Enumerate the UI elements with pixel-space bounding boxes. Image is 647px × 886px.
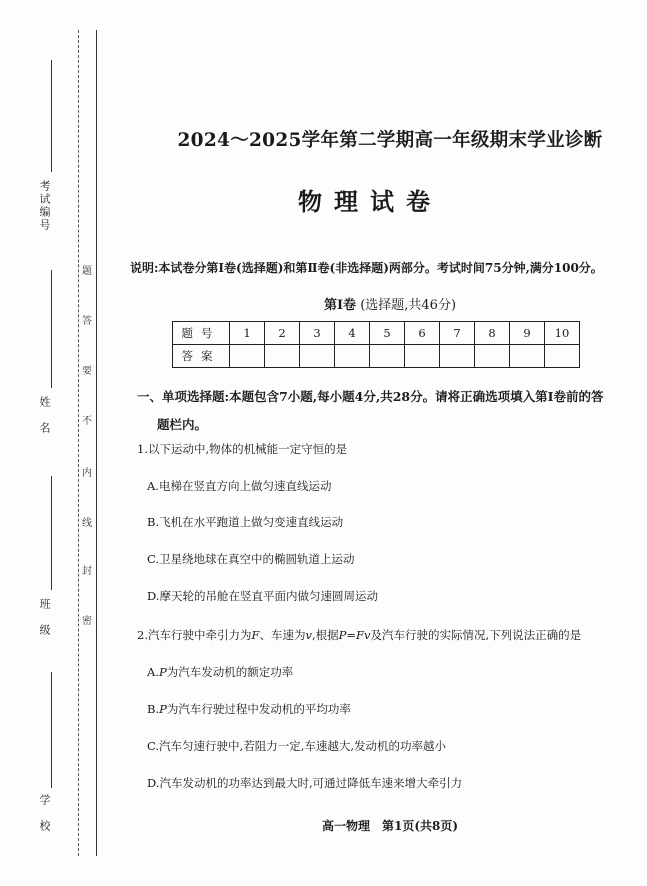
answer-cell[interactable] [335, 345, 370, 368]
volume-title [200, 294, 580, 313]
answer-cell[interactable] [510, 345, 545, 368]
volume-title-main: 第Ⅰ卷 [323, 298, 357, 313]
binding-dashed-line [78, 30, 79, 856]
stem-variable: F [251, 628, 260, 642]
volume-title-note: (选择题,共46分) [360, 298, 457, 313]
question-number-cell: 4 [335, 322, 370, 345]
question-1-option-d: D.摩天轮的吊舱在竖直平面内做匀速圆周运动 [147, 589, 378, 603]
question-2-stem [137, 627, 581, 643]
answer-cell[interactable] [475, 345, 510, 368]
answer-cell[interactable] [300, 345, 335, 368]
question-number-cell: 3 [300, 322, 335, 345]
stem-formula: P=Fv [338, 628, 371, 642]
class-label: 班 级 [38, 598, 51, 637]
seal-char: 内 [82, 468, 92, 479]
name-label: 姓 名 [38, 396, 51, 435]
answer-cell[interactable] [230, 345, 265, 368]
section-heading-line2: 题栏内。 [157, 417, 208, 432]
section-heading-line1: 一、单项选择题:本题包含7小题,每小题4分,共28分。请将正确选项填入第Ⅰ卷前的答 [137, 389, 604, 404]
answer-table [172, 321, 580, 368]
answer-table-answer-row [173, 345, 580, 368]
question-number-cell: 8 [475, 322, 510, 345]
binding-solid-line [96, 30, 97, 856]
option-text: 为汽车发动机的额定功率 [166, 665, 294, 679]
question-1-option-c: C.卫星绕地球在真空中的椭圆轨道上运动 [147, 552, 355, 566]
option-text: 为汽车行驶过程中发动机的平均功率 [166, 702, 351, 716]
name-blank[interactable] [51, 270, 52, 388]
stem-text: ,根据 [311, 628, 339, 642]
stem-text: 及汽车行驶的实际情况,下列说法正确的是 [370, 628, 582, 642]
answer-cell[interactable] [440, 345, 475, 368]
exam-number-blank[interactable] [51, 60, 52, 172]
question-number-cell: 7 [440, 322, 475, 345]
table-row-label: 题号 [173, 322, 230, 345]
question-1-option-a: A.电梯在竖直方向上做匀速直线运动 [147, 479, 332, 493]
seal-char: 线 [82, 518, 92, 529]
question-number-cell: 1 [230, 322, 265, 345]
question-2-option-b [147, 701, 351, 717]
section-heading [137, 383, 625, 439]
seal-char: 不 [82, 416, 92, 427]
answer-cell[interactable] [405, 345, 440, 368]
exam-title: 2024～2025学年第二学期高一年级期末学业诊断 [177, 130, 603, 151]
option-variable: P [159, 702, 167, 716]
seal-char: 密 [82, 616, 92, 627]
question-number-cell: 5 [370, 322, 405, 345]
question-number-cell: 6 [405, 322, 440, 345]
class-blank[interactable] [51, 476, 52, 590]
table-row-label: 答案 [173, 345, 230, 368]
answer-table-number-row [173, 322, 580, 345]
instructions: 说明:本试卷分第Ⅰ卷(选择题)和第Ⅱ卷(非选择题)两部分。考试时间75分钟,满分100分。 [130, 261, 603, 275]
answer-cell[interactable] [370, 345, 405, 368]
subject-title: 物理试卷 [298, 188, 442, 216]
school-blank[interactable] [51, 672, 52, 788]
stem-text: 2.汽车行驶中牵引力为 [137, 628, 252, 642]
question-2-option-d: D.汽车发动机的功率达到最大时,可通过降低车速来增大牵引力 [147, 776, 463, 790]
option-variable: P [158, 665, 167, 679]
question-number-cell: 9 [510, 322, 545, 345]
seal-char: 答 [82, 316, 92, 327]
seal-char: 封 [82, 566, 92, 577]
stem-variable: v [305, 628, 312, 642]
question-number-cell: 10 [545, 322, 580, 345]
seal-char: 题 [82, 266, 92, 277]
page-footer: 高一物理 第1页(共8页) [321, 819, 459, 833]
question-2-option-a [147, 664, 293, 680]
exam-number-label: 考试编号 [38, 180, 51, 232]
question-1-option-b: B.飞机在水平跑道上做匀变速直线运动 [147, 515, 344, 529]
question-number-cell: 2 [265, 322, 300, 345]
school-label: 学 校 [38, 794, 51, 833]
stem-text: 、车速为 [259, 628, 306, 642]
answer-cell[interactable] [265, 345, 300, 368]
question-2-option-c: C.汽车匀速行驶中,若阻力一定,车速越大,发动机的功率越小 [147, 739, 447, 753]
option-prefix: B. [147, 702, 160, 716]
question-1-stem: 1.以下运动中,物体的机械能一定守恒的是 [137, 442, 348, 456]
option-prefix: A. [147, 665, 159, 679]
answer-cell[interactable] [545, 345, 580, 368]
seal-char: 要 [82, 366, 92, 377]
